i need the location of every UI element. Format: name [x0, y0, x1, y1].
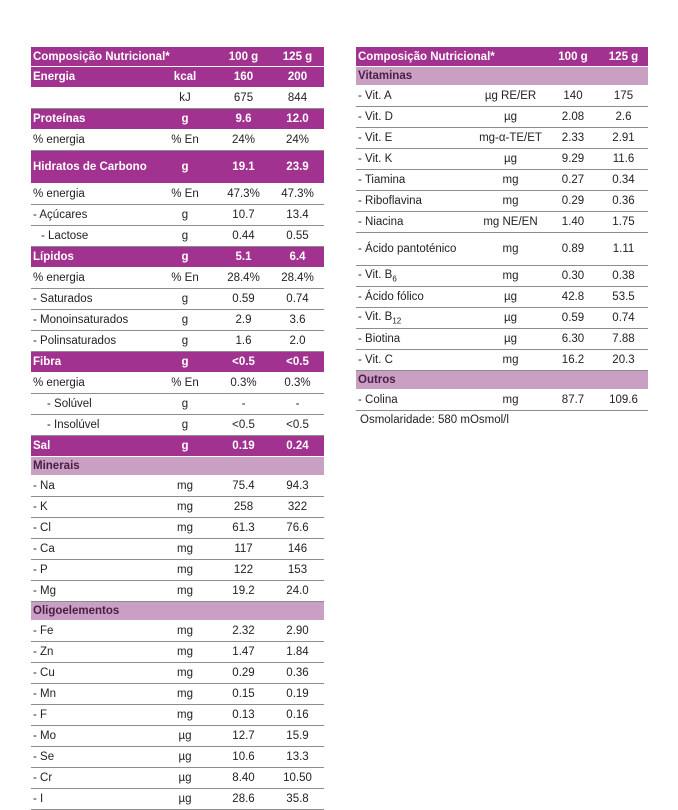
value-125g: 24% — [271, 130, 324, 151]
value-125g: 0.19 — [271, 684, 324, 705]
nutrient-unit: % En — [154, 184, 216, 205]
nutrient-name: - Vit. D — [356, 107, 474, 128]
value-125g: 153 — [271, 560, 324, 581]
value-100g: 75.4 — [216, 476, 271, 497]
value-125g: 35.8 — [271, 789, 324, 810]
value-125g: 0.3% — [271, 373, 324, 394]
value-100g: 16.2 — [547, 350, 599, 371]
value-125g: 13.4 — [271, 205, 324, 226]
nutrient-unit: µg — [154, 726, 216, 747]
section-subheader — [356, 67, 648, 86]
value-100g: 0.29 — [216, 663, 271, 684]
nutrient-unit: g — [154, 289, 216, 310]
table-row — [356, 170, 648, 191]
nutrient-name: Proteínas — [31, 109, 154, 130]
table-row — [31, 268, 324, 289]
nutrient-unit: mg — [474, 170, 547, 191]
nutrient-unit: g — [154, 151, 216, 184]
value-100g: 2.33 — [547, 128, 599, 149]
value-125g: 0.36 — [599, 191, 648, 212]
header-col-125g: 125 g — [271, 47, 324, 67]
nutrient-name: - Insolúvel — [31, 415, 154, 436]
table-row — [356, 149, 648, 170]
nutrient-unit: mg — [154, 581, 216, 602]
value-100g: 140 — [547, 86, 599, 107]
nutrient-name: - Niacina — [356, 212, 474, 233]
nutrient-name: - Vit. K — [356, 149, 474, 170]
nutrient-name: Lípidos — [31, 247, 154, 268]
subheader-label: Oligoelementos — [31, 602, 324, 621]
nutrient-name-text: - Vit. B — [358, 268, 393, 281]
value-100g: 2.08 — [547, 107, 599, 128]
value-125g: 200 — [271, 67, 324, 88]
value-125g: 23.9 — [271, 151, 324, 184]
nutrient-unit: % En — [154, 268, 216, 289]
nutrient-unit: g — [154, 394, 216, 415]
nutrient-name: - I — [31, 789, 154, 810]
value-125g: 1.75 — [599, 212, 648, 233]
nutrient-name-subscript: 6 — [392, 274, 397, 284]
nutrient-unit: g — [154, 436, 216, 457]
nutrient-name: - Monoinsaturados — [31, 310, 154, 331]
table-row — [31, 476, 324, 497]
nutrition-table-left — [31, 47, 324, 810]
nutrient-name: - Cl — [31, 518, 154, 539]
value-100g: 1.47 — [216, 642, 271, 663]
value-125g: 1.84 — [271, 642, 324, 663]
table-row — [356, 287, 648, 308]
nutrient-unit: µg — [474, 308, 547, 329]
value-125g: 13.3 — [271, 747, 324, 768]
value-125g: 11.6 — [599, 149, 648, 170]
nutrient-name: - Açúcares — [31, 205, 154, 226]
nutrient-unit: µg — [474, 107, 547, 128]
value-100g: 1.6 — [216, 331, 271, 352]
value-100g: 6.30 — [547, 329, 599, 350]
table-row — [31, 373, 324, 394]
nutrition-table-right — [356, 47, 648, 411]
value-125g: <0.5 — [271, 415, 324, 436]
value-100g: 87.7 — [547, 390, 599, 411]
value-100g: 28.6 — [216, 789, 271, 810]
table-row — [356, 308, 648, 329]
value-125g: 0.74 — [599, 308, 648, 329]
nutrient-name — [356, 308, 474, 329]
nutrient-name: % energia — [31, 268, 154, 289]
nutrient-name: - Vit. C — [356, 350, 474, 371]
value-125g: 2.0 — [271, 331, 324, 352]
value-125g: 175 — [599, 86, 648, 107]
table-row — [356, 191, 648, 212]
nutrient-name: % energia — [31, 373, 154, 394]
nutrient-unit: µg — [474, 287, 547, 308]
table-row — [356, 212, 648, 233]
value-125g: 0.16 — [271, 705, 324, 726]
value-100g: 122 — [216, 560, 271, 581]
section-subheader — [356, 371, 648, 390]
value-125g: 28.4% — [271, 268, 324, 289]
value-125g: 53.5 — [599, 287, 648, 308]
nutrient-name: - Vit. A — [356, 86, 474, 107]
value-125g: 24.0 — [271, 581, 324, 602]
nutrient-unit: mg — [474, 191, 547, 212]
value-100g: 10.6 — [216, 747, 271, 768]
nutrient-unit: kcal — [154, 67, 216, 88]
value-125g: 146 — [271, 539, 324, 560]
table-row — [31, 560, 324, 581]
nutrient-unit: mg — [154, 560, 216, 581]
nutrient-name: - Biotina — [356, 329, 474, 350]
value-125g: - — [271, 394, 324, 415]
nutrient-name: - Ácido fólico — [356, 287, 474, 308]
table-row — [356, 350, 648, 371]
value-125g: 94.3 — [271, 476, 324, 497]
osmolarity-note: Osmolaridade: 580 mOsmol/l — [360, 414, 509, 426]
section-row — [31, 109, 324, 130]
nutrient-name: - Colina — [356, 390, 474, 411]
nutrient-unit: g — [154, 205, 216, 226]
nutrient-unit: g — [154, 109, 216, 130]
value-100g: <0.5 — [216, 415, 271, 436]
nutrient-name-text: - Vit. B — [358, 310, 393, 323]
value-100g: 9.29 — [547, 149, 599, 170]
table-row — [31, 88, 324, 109]
value-100g: 28.4% — [216, 268, 271, 289]
header-title: Composição Nutricional* — [356, 47, 547, 67]
nutrient-unit: mg NE/EN — [474, 212, 547, 233]
nutrient-unit: mg — [474, 350, 547, 371]
nutrient-unit: µg RE/ER — [474, 86, 547, 107]
table-row — [31, 415, 324, 436]
nutrient-name: - Tiamina — [356, 170, 474, 191]
nutrient-name: Sal — [31, 436, 154, 457]
value-100g: 47.3% — [216, 184, 271, 205]
nutrient-unit: µg — [154, 747, 216, 768]
table-row — [356, 329, 648, 350]
table-row — [31, 130, 324, 151]
value-125g: 109.6 — [599, 390, 648, 411]
value-100g: 5.1 — [216, 247, 271, 268]
subheader-label: Outros — [356, 371, 648, 390]
table-row — [356, 86, 648, 107]
nutrient-name: - P — [31, 560, 154, 581]
nutrient-unit: mg — [154, 518, 216, 539]
table-row — [31, 726, 324, 747]
value-125g: 2.91 — [599, 128, 648, 149]
nutrient-unit: mg — [474, 233, 547, 266]
nutrient-unit: µg — [474, 329, 547, 350]
value-125g: 15.9 — [271, 726, 324, 747]
subheader-label: Vitaminas — [356, 67, 648, 86]
nutrient-name: - Ca — [31, 539, 154, 560]
nutrient-unit: mg-α-TE/ET — [474, 128, 547, 149]
table-row — [31, 310, 324, 331]
value-125g: 0.74 — [271, 289, 324, 310]
nutrient-unit: µg — [154, 768, 216, 789]
value-100g: 2.32 — [216, 621, 271, 642]
nutrient-name: - F — [31, 705, 154, 726]
value-100g: 61.3 — [216, 518, 271, 539]
nutrient-name: - Zn — [31, 642, 154, 663]
table-row — [31, 518, 324, 539]
value-125g: 0.55 — [271, 226, 324, 247]
value-125g: 0.34 — [599, 170, 648, 191]
value-125g: 2.90 — [271, 621, 324, 642]
value-125g: <0.5 — [271, 352, 324, 373]
nutrient-name: - Riboflavina — [356, 191, 474, 212]
value-100g: - — [216, 394, 271, 415]
value-125g: 12.0 — [271, 109, 324, 130]
nutrient-unit: g — [154, 331, 216, 352]
value-100g: 9.6 — [216, 109, 271, 130]
section-row — [31, 247, 324, 268]
table-row — [356, 233, 648, 266]
subheader-label: Minerais — [31, 457, 324, 476]
nutrient-name: Fibra — [31, 352, 154, 373]
nutrient-name: - Solúvel — [31, 394, 154, 415]
nutrient-unit: mg — [154, 476, 216, 497]
nutrient-unit: mg — [154, 621, 216, 642]
nutrient-unit: mg — [154, 705, 216, 726]
table-header — [356, 47, 648, 67]
table-row — [356, 390, 648, 411]
value-100g: 0.59 — [547, 308, 599, 329]
header-col-100g: 100 g — [547, 47, 599, 67]
value-125g: 844 — [271, 88, 324, 109]
value-100g: 1.40 — [547, 212, 599, 233]
value-125g: 322 — [271, 497, 324, 518]
nutrient-name: % energia — [31, 184, 154, 205]
table-row — [31, 331, 324, 352]
nutrient-name: - Mg — [31, 581, 154, 602]
nutrient-unit: µg — [154, 789, 216, 810]
nutrient-unit: mg — [154, 497, 216, 518]
nutrient-unit: mg — [154, 539, 216, 560]
table-row — [31, 497, 324, 518]
value-125g: 6.4 — [271, 247, 324, 268]
nutrient-unit: kJ — [154, 88, 216, 109]
value-125g: 20.3 — [599, 350, 648, 371]
nutrient-name: - Saturados — [31, 289, 154, 310]
nutrient-name: - Fe — [31, 621, 154, 642]
section-row — [31, 436, 324, 457]
nutrient-name: - Cu — [31, 663, 154, 684]
nutrient-name: - Se — [31, 747, 154, 768]
header-col-100g: 100 g — [216, 47, 271, 67]
value-100g: 42.8 — [547, 287, 599, 308]
table-row — [31, 205, 324, 226]
nutrient-name: - Cr — [31, 768, 154, 789]
table-row — [31, 226, 324, 247]
value-125g: 2.6 — [599, 107, 648, 128]
value-100g: 258 — [216, 497, 271, 518]
nutrient-name: - Polinsaturados — [31, 331, 154, 352]
nutrient-unit: g — [154, 247, 216, 268]
value-100g: 0.44 — [216, 226, 271, 247]
value-100g: 19.2 — [216, 581, 271, 602]
table-row — [31, 184, 324, 205]
table-row — [356, 128, 648, 149]
section-row — [31, 67, 324, 88]
table-row — [31, 394, 324, 415]
value-100g: 2.9 — [216, 310, 271, 331]
table-row — [31, 581, 324, 602]
section-row — [31, 352, 324, 373]
value-100g: 24% — [216, 130, 271, 151]
value-100g: 160 — [216, 67, 271, 88]
nutrient-unit: g — [154, 310, 216, 331]
table-row — [356, 266, 648, 287]
value-125g: 3.6 — [271, 310, 324, 331]
value-100g: 0.19 — [216, 436, 271, 457]
value-100g: 0.29 — [547, 191, 599, 212]
value-100g: 0.3% — [216, 373, 271, 394]
nutrient-name: - Vit. E — [356, 128, 474, 149]
table-row — [31, 289, 324, 310]
nutrient-unit: µg — [474, 149, 547, 170]
value-100g: 19.1 — [216, 151, 271, 184]
value-100g: 0.13 — [216, 705, 271, 726]
value-125g: 47.3% — [271, 184, 324, 205]
value-100g: 8.40 — [216, 768, 271, 789]
nutrient-name-subscript: 12 — [392, 316, 402, 326]
value-125g: 7.88 — [599, 329, 648, 350]
table-row — [31, 705, 324, 726]
value-125g: 76.6 — [271, 518, 324, 539]
table-row — [31, 621, 324, 642]
value-125g: 0.24 — [271, 436, 324, 457]
value-100g: <0.5 — [216, 352, 271, 373]
value-100g: 0.27 — [547, 170, 599, 191]
table-row — [31, 539, 324, 560]
nutrient-unit: mg — [474, 266, 547, 287]
table-row — [31, 663, 324, 684]
nutrient-unit: g — [154, 226, 216, 247]
nutrient-name: - Na — [31, 476, 154, 497]
nutrient-name: - K — [31, 497, 154, 518]
nutrient-name: - Mo — [31, 726, 154, 747]
value-100g: 12.7 — [216, 726, 271, 747]
header-title: Composição Nutricional* — [31, 47, 216, 67]
nutrient-name: - Ácido pantoténico — [356, 233, 474, 266]
nutrient-unit: g — [154, 415, 216, 436]
nutrient-name: - Lactose — [31, 226, 154, 247]
nutrient-unit: mg — [154, 642, 216, 663]
nutrient-unit: mg — [474, 390, 547, 411]
value-100g: 0.59 — [216, 289, 271, 310]
section-row — [31, 151, 324, 184]
nutrient-name: - Mn — [31, 684, 154, 705]
section-subheader — [31, 457, 324, 476]
nutrient-name — [356, 266, 474, 287]
nutrient-unit: % En — [154, 130, 216, 151]
value-125g: 0.36 — [271, 663, 324, 684]
nutrient-unit: mg — [154, 684, 216, 705]
table-row — [31, 747, 324, 768]
table-row — [31, 768, 324, 789]
nutrient-unit: % En — [154, 373, 216, 394]
table-header — [31, 47, 324, 67]
nutrient-name — [31, 88, 154, 109]
value-125g: 0.38 — [599, 266, 648, 287]
value-100g: 0.89 — [547, 233, 599, 266]
value-100g: 0.15 — [216, 684, 271, 705]
nutrient-name: % energia — [31, 130, 154, 151]
table-row — [31, 642, 324, 663]
section-subheader — [31, 602, 324, 621]
value-100g: 117 — [216, 539, 271, 560]
table-row — [31, 684, 324, 705]
table-row — [31, 789, 324, 810]
value-100g: 0.30 — [547, 266, 599, 287]
value-125g: 1.11 — [599, 233, 648, 266]
nutrient-unit: mg — [154, 663, 216, 684]
table-row — [356, 107, 648, 128]
nutrient-unit: g — [154, 352, 216, 373]
value-100g: 10.7 — [216, 205, 271, 226]
nutrient-name: Energia — [31, 67, 154, 88]
nutrient-name: Hidratos de Carbono — [31, 151, 154, 184]
header-col-125g: 125 g — [599, 47, 648, 67]
value-100g: 675 — [216, 88, 271, 109]
value-125g: 10.50 — [271, 768, 324, 789]
